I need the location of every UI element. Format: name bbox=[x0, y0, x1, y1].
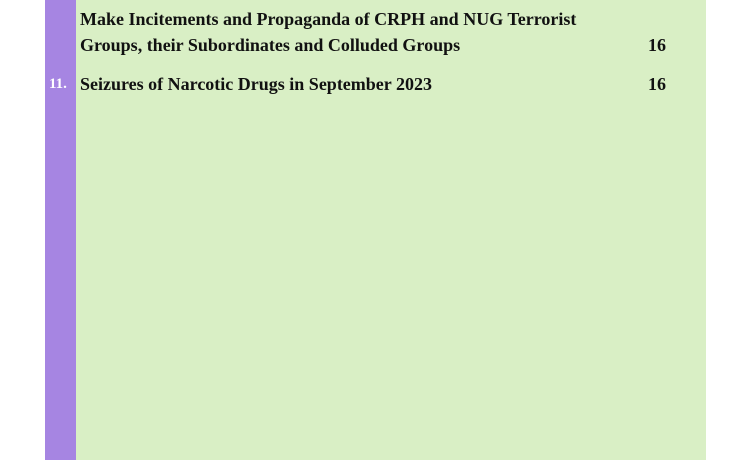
toc-entry-title-line: Groups, their Subordinates and Colluded Groups bbox=[80, 35, 461, 55]
toc-entry-title-line: Seizures of Narcotic Drugs in September 2023 bbox=[80, 74, 432, 94]
toc-entry-page-number: 16 bbox=[648, 74, 666, 94]
toc-entry-10 bbox=[80, 0, 680, 58]
item-number-strip bbox=[45, 0, 76, 460]
toc-content-panel bbox=[76, 0, 706, 460]
toc-entry-title-line: Make Incitements and Propaganda of CRPH and NUG Terrorist bbox=[80, 9, 577, 29]
toc-entry-page-number: 16 bbox=[648, 35, 666, 55]
toc-entry-11 bbox=[80, 71, 680, 97]
toc-entry-number: 11. bbox=[49, 76, 67, 92]
